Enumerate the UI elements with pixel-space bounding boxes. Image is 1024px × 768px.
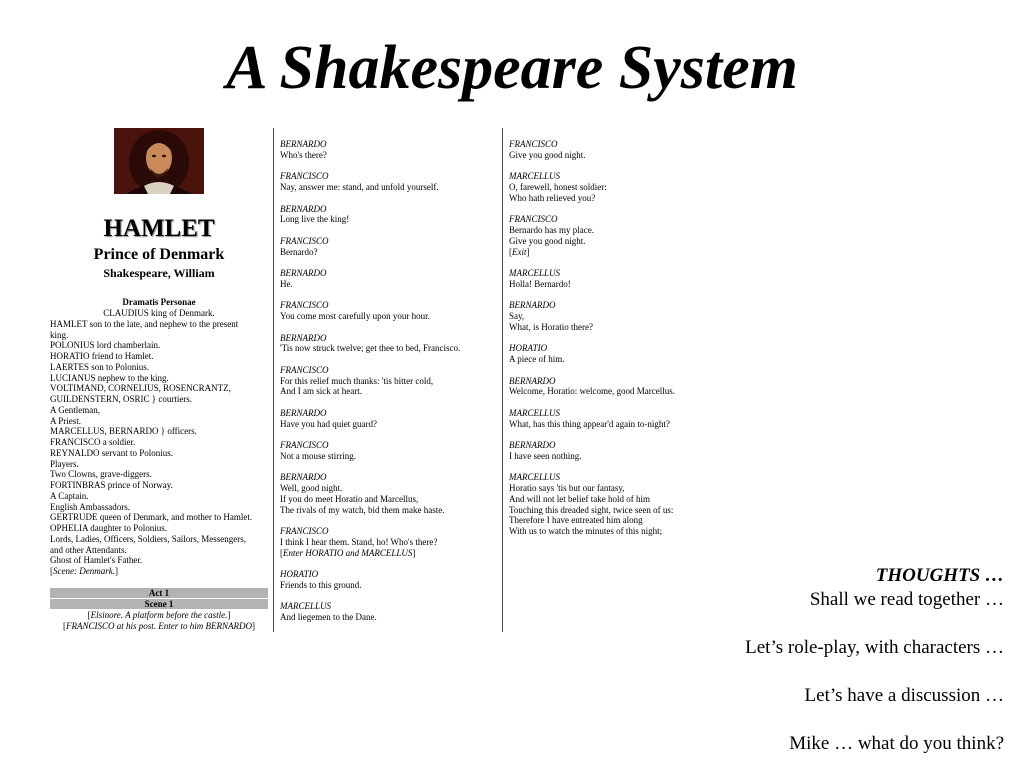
speech-block (280, 268, 498, 290)
speech-block (509, 268, 719, 290)
thought-item: Mike … what do you think? (789, 733, 1004, 754)
speech-line: Say, (509, 311, 525, 321)
speech-block (280, 472, 498, 515)
dramatis-personae-heading: Dramatis Personae (122, 297, 196, 307)
bracket: ] (114, 566, 118, 576)
speech-line: What, is Horatio there? (509, 321, 593, 332)
dramatis-personae-item: Lords, Ladies, Officers, Soldiers, Sailors, Messengers, (50, 533, 247, 544)
speech-line: Not a mouse stirring. (280, 450, 356, 461)
dramatis-personae-item: HAMLET son to the late, and nephew to the present (50, 318, 239, 329)
speech-block (509, 139, 719, 161)
speaker-name: MARCELLUS (509, 171, 561, 182)
stage-direction-text: Enter HORATIO and MARCELLUS (283, 547, 413, 558)
thought-item: Let’s role-play, with characters … (745, 637, 1004, 658)
dramatis-personae-item: GUILDENSTERN, OSRIC } courtiers. (50, 394, 193, 404)
play-subtitle: Prince of Denmark (93, 246, 225, 263)
play-author: Shakespeare, William (103, 266, 215, 280)
speech-line: With us to watch the minutes of this night; (509, 526, 663, 536)
speech-line: A piece of him. (509, 354, 565, 364)
speech-block (509, 472, 719, 537)
dramatis-personae-item: REYNALDO servant to Polonius. (50, 447, 173, 458)
speaker-name: FRANCISCO (280, 235, 329, 246)
dramatis-personae-item: LAERTES son to Polonius. (50, 361, 149, 372)
dramatis-personae-item: GERTRUDE queen of Denmark, and mother to Hamlet. (50, 512, 253, 523)
dramatis-personae-list (50, 308, 268, 577)
speech-line: I think I hear them. Stand, ho! Who's there? (280, 536, 438, 547)
speech-block (509, 171, 719, 203)
scene-setting-text: Elsinore. A platform before the castle. (90, 610, 228, 620)
speech-line: Give you good night. (509, 149, 586, 160)
dramatis-personae-item: A Priest. (50, 415, 82, 426)
stage-direction: [Exit] (509, 246, 530, 257)
speech-block (509, 408, 719, 430)
shakespeare-portrait-icon (114, 128, 204, 194)
speech-block (280, 365, 498, 397)
play-title: HAMLET (103, 215, 215, 242)
speech-line: Well, good night. (280, 483, 343, 493)
speaker-name: FRANCISCO (509, 139, 558, 149)
thoughts-panel (584, 564, 1004, 756)
dramatis-personae-item: FORTINBRAS prince of Norway. (50, 480, 173, 490)
speech-block (280, 204, 498, 226)
scene-setting: [Elsinore. A platform before the castle.] (87, 610, 231, 620)
speaker-name: MARCELLUS (509, 472, 561, 483)
speech-line: Nay, answer me: stand, and unfold yourself. (280, 182, 439, 192)
scene-heading: Scene 1 (50, 599, 268, 609)
speaker-name: HORATIO (280, 569, 319, 579)
speech-block (280, 236, 498, 258)
speech-line: The rivals of my watch, bid them make haste. (280, 504, 445, 515)
speech-line: Bernardo? (280, 246, 318, 257)
speech-line: Welcome, Horatio: welcome, good Marcellus. (509, 386, 675, 397)
dramatis-personae-item: FRANCISCO a soldier. (50, 437, 136, 447)
column-divider (273, 128, 274, 632)
speaker-name: FRANCISCO (280, 300, 329, 311)
speech-block (280, 408, 498, 430)
script-column-2 (280, 139, 498, 634)
speaker-name: BERNARDO (280, 407, 327, 418)
speech-block (280, 300, 498, 322)
scene-location-text: Scene: Denmark. (53, 566, 115, 576)
speaker-name: FRANCISCO (280, 440, 329, 450)
speech-line: And I am sick at heart. (280, 386, 362, 397)
dramatis-personae-item: POLONIUS lord chamberlain. (50, 340, 161, 351)
speech-line: Bernardo has my place. (509, 225, 594, 235)
speaker-name: BERNARDO (509, 375, 556, 386)
speech-line: For this relief much thanks: 'tis bitter cold, (280, 375, 434, 386)
script-column-3 (509, 139, 719, 548)
thoughts-heading: THOUGHTS … (875, 565, 1004, 586)
speech-block (280, 440, 498, 462)
speaker-name: MARCELLUS (509, 407, 561, 418)
column-divider (502, 128, 503, 632)
speech-block (509, 440, 719, 462)
speaker-name: BERNARDO (280, 268, 327, 278)
speech-line: You come most carefully upon your hour. (280, 311, 430, 321)
dramatis-personae-item: CLAUDIUS king of Denmark. (103, 308, 215, 318)
speaker-name: BERNARDO (280, 203, 327, 214)
speech-line: And liegemen to the Dane. (280, 612, 377, 622)
speech-line: 'Tis now struck twelve; get thee to bed, Francisco. (280, 343, 461, 354)
speech-block (280, 171, 498, 193)
speaker-name: MARCELLUS (509, 268, 561, 278)
dramatis-personae-item: VOLTIMAND, CORNELIUS, ROSENCRANTZ, (50, 383, 231, 394)
speaker-name: BERNARDO (280, 472, 327, 483)
speech-block (280, 139, 498, 161)
speech-block (280, 601, 498, 623)
act-heading: Act 1 (50, 588, 268, 598)
dramatis-personae-item: A Captain. (50, 490, 89, 501)
speech-line: Therefore I have entreated him along (509, 515, 643, 526)
stage-direction: [Enter HORATIO and MARCELLUS] (280, 547, 416, 558)
speech-line: O, farewell, honest soldier: (509, 182, 607, 192)
stage-direction-text: Exit (512, 246, 527, 257)
speech-block (509, 343, 719, 365)
speaker-name: FRANCISCO (280, 364, 329, 375)
speech-block (509, 376, 719, 398)
speaker-name: BERNARDO (509, 440, 556, 450)
speech-block (280, 333, 498, 355)
thought-item: Shall we read together … (809, 589, 1004, 610)
dramatis-personae-item: Players. (50, 458, 79, 469)
dramatis-personae-item: MARCELLUS, BERNARDO } officers. (50, 426, 197, 437)
speaker-name: BERNARDO (280, 139, 327, 149)
speech-line: And will not let belief take hold of him (509, 493, 650, 504)
speaker-name: FRANCISCO (280, 171, 329, 182)
speech-line: What, has this thing appear'd again to-night? (509, 418, 670, 429)
stage-direction-text: FRANCISCO at his post. Enter to him BERNARDO (66, 621, 252, 631)
speaker-name: BERNARDO (280, 332, 327, 343)
speaker-name: HORATIO (509, 343, 548, 354)
speech-line: Give you good night. (509, 235, 586, 246)
speaker-name: FRANCISCO (280, 526, 329, 536)
speech-line: Who's there? (280, 149, 327, 160)
bracket: [ (50, 566, 53, 576)
dramatis-personae-item: English Ambassadors. (50, 501, 130, 512)
dramatis-personae-item: Ghost of Hamlet's Father. (50, 555, 143, 566)
slide-title: A Shakespeare System (226, 34, 798, 102)
speech-block (509, 214, 719, 257)
speech-line: Touching this dreaded sight, twice seen of us: (509, 504, 674, 515)
speech-line: He. (280, 278, 293, 289)
speaker-name: MARCELLUS (280, 601, 332, 612)
speaker-name: FRANCISCO (509, 214, 558, 225)
speech-line: If you do meet Horatio and Marcellus, (280, 493, 419, 504)
speaker-name: BERNARDO (509, 300, 556, 311)
dramatis-personae-item: OPHELIA daughter to Polonius. (50, 523, 167, 533)
speech-line: Long live the king! (280, 214, 350, 225)
speech-line: Holla! Bernardo! (509, 278, 571, 289)
thought-item: Let’s have a discussion … (804, 685, 1004, 706)
stage-direction: [FRANCISCO at his post. Enter to him BERNARDO] (63, 621, 255, 631)
speech-block (280, 526, 498, 558)
dramatis-personae-item: and other Attendants. (50, 544, 127, 555)
speech-line: Friends to this ground. (280, 579, 362, 590)
speech-line: Who hath relieved you? (509, 192, 596, 203)
scene-location (50, 566, 268, 577)
dramatis-personae-item: Two Clowns, grave-diggers. (50, 469, 152, 480)
speech-line: Have you had quiet guard? (280, 418, 377, 429)
dramatis-personae-item: A Gentleman, (50, 404, 100, 415)
dramatis-personae-item: king. (50, 329, 69, 340)
speech-block (509, 300, 719, 332)
dramatis-personae-item: HORATIO friend to Hamlet. (50, 351, 154, 361)
speech-line: I have seen nothing. (509, 450, 582, 461)
play-title-page (50, 128, 268, 633)
dramatis-personae-item: LUCIANUS nephew to the king. (50, 372, 169, 383)
speech-block (280, 569, 498, 591)
speech-line: Horatio says 'tis but our fantasy, (509, 483, 625, 493)
